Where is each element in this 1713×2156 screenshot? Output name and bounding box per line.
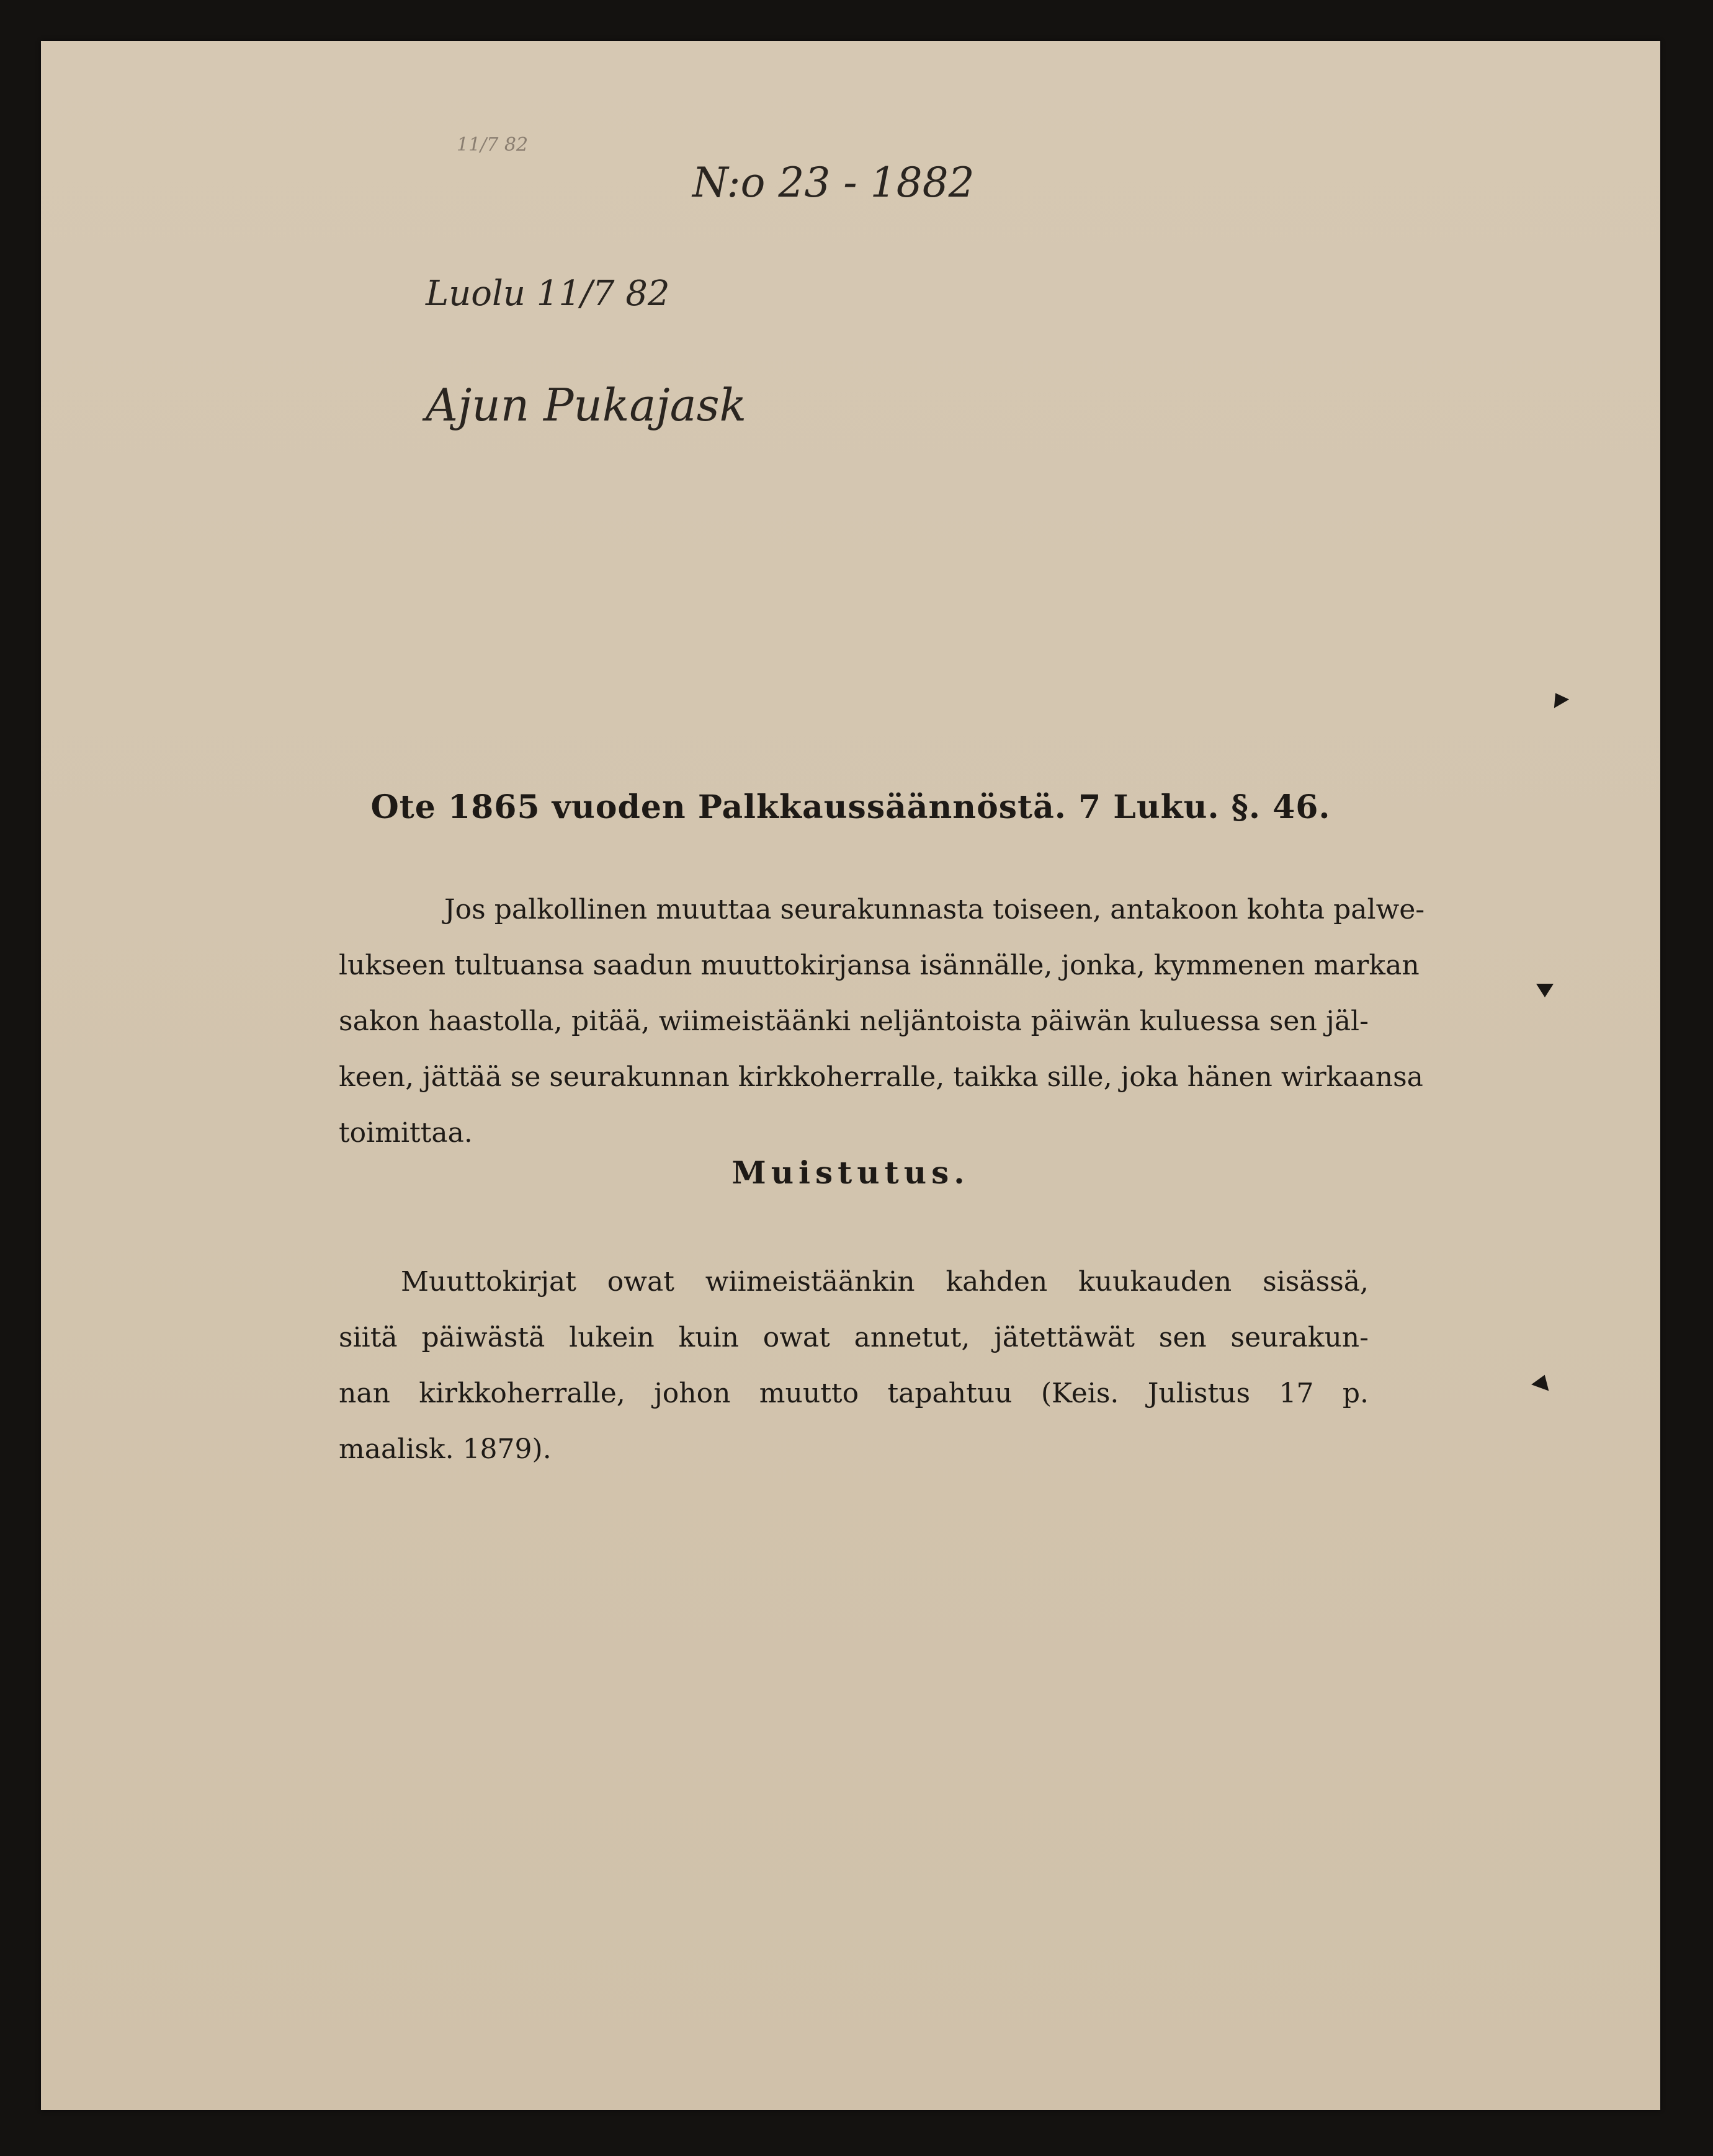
paragraph1-line: Jos palkollinen muuttaa seurakunnasta toiseen, antakoon kohta palwe- (444, 894, 1425, 925)
handwritten-date-note: Luolu 11/7 82 (426, 274, 670, 314)
handwritten-name-note: Ajun Pukajask (426, 379, 747, 431)
paragraph1-line: toimittaa. (339, 1117, 473, 1149)
handwritten-document-number: N:o 23 - 1882 (692, 159, 975, 207)
document-heading: Ote 1865 vuoden Palkkaussäännöstä. 7 Luku. §. 46. (370, 788, 1331, 826)
document-page (41, 41, 1660, 2110)
paragraph1-line: sakon haastolla, pitää, wiimeistäänki neljäntoista päiwän kuluessa sen jäl- (339, 1005, 1369, 1037)
paragraph1-line: keen, jättää se seurakunnan kirkkoherralle, taikka sille, joka hänen wirkaansa (339, 1061, 1423, 1093)
paragraph2-line: nan kirkkoherralle, johon muutto tapahtuu (Keis. Julistus 17 p. (339, 1378, 1369, 1409)
paragraph1-line: lukseen tultuansa saadun muuttokirjansa isännälle, jonka, kymmenen markan (339, 950, 1420, 981)
paragraph2-line: Muuttokirjat owat wiimeistäänkin kahden kuukauden sisässä, (401, 1266, 1369, 1298)
paragraph2-line: maalisk. 1879). (339, 1433, 552, 1465)
edge-tear-mark (1536, 984, 1554, 997)
paragraph2-line: siitä päiwästä lukein kuin owat annetut, jätettäwät sen seurakun- (339, 1322, 1369, 1353)
remark-heading: Muistutus. (731, 1154, 970, 1191)
edge-tear-mark (1531, 1372, 1554, 1391)
handwritten-small-note: 11/7 82 (457, 134, 529, 156)
edge-tear-mark (1548, 688, 1569, 708)
